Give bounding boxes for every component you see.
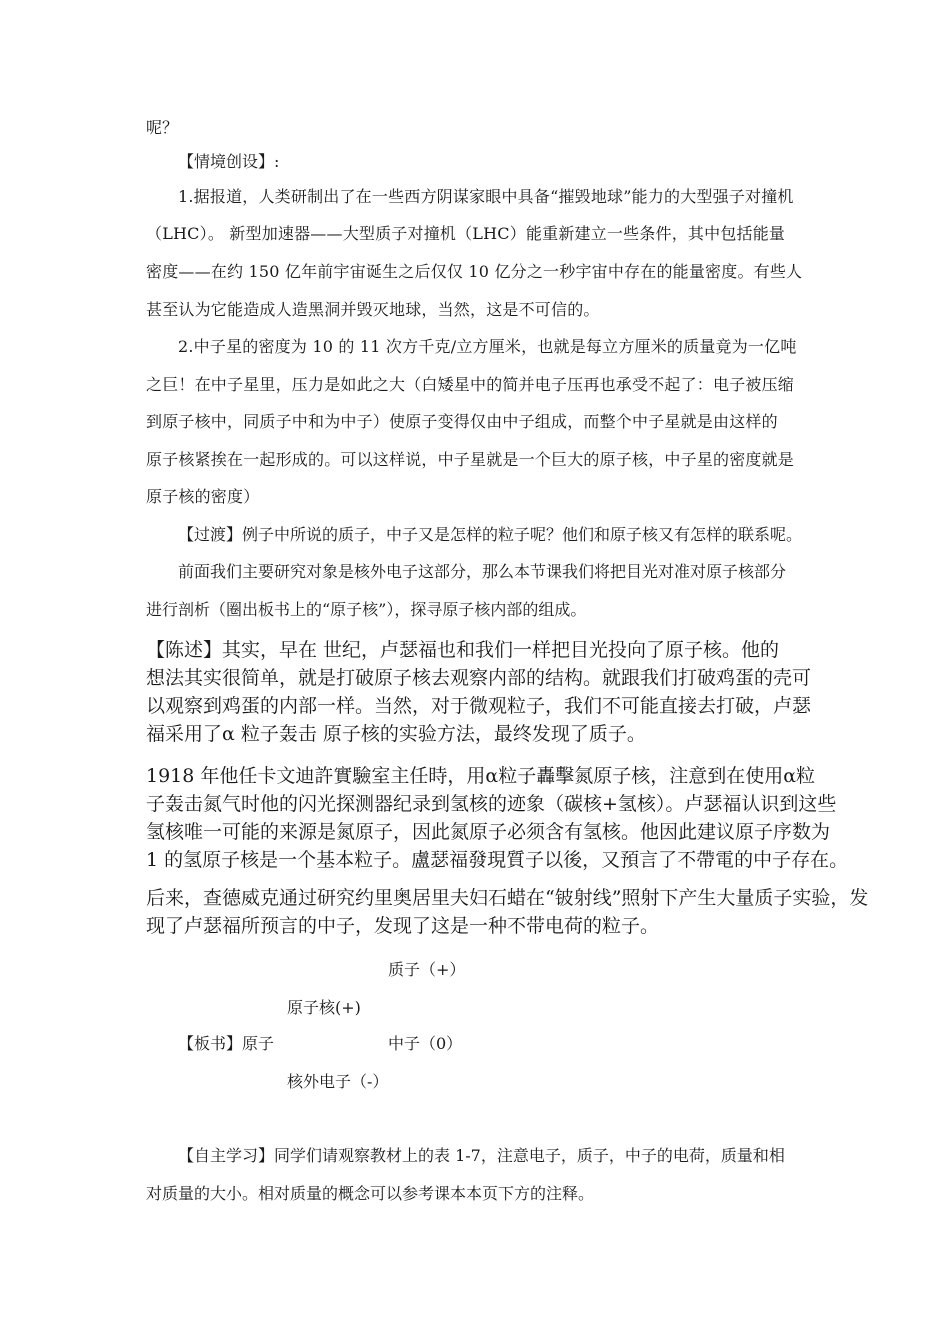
text-line: 对质量的大小。相对质量的概念可以参考课本本页下方的注释。 (146, 1184, 595, 1203)
text-line: 原子核的密度） (146, 487, 260, 506)
section-heading: 【情境创设】: (178, 152, 280, 171)
text-line: 后来，查德威克通过研究约里奥居里夫妇石蜡在“铍射线”照射下产生大量质子实验，发 (146, 887, 869, 909)
text-line: 前面我们主要研究对象是核外电子这部分，那么本节课我们将把目光对准对原子核部分 (178, 562, 787, 581)
board-electron: 核外电子（-） (287, 1072, 389, 1091)
text-line: 1918 年他任卡文迪許實驗室主任時，用α粒子轟擊氮原子核，注意到在使用α粒 (146, 765, 816, 787)
text-line: 进行剖析（圈出板书上的“原子核”），探寻原子核内部的组成。 (146, 600, 587, 619)
text-line: 【过渡】例子中所说的质子，中子又是怎样的粒子呢？他们和原子核又有怎样的联系呢。 (178, 525, 803, 544)
text-line: 现了卢瑟福所预言的中子，发现了这是一种不带电荷的粒子。 (146, 915, 660, 937)
text-line: 呢？ (146, 118, 179, 137)
text-line: 甚至认为它能造成人造黑洞并毁灭地球，当然，这是不可信的。 (146, 300, 600, 319)
text-line: 之巨！在中子星里，压力是如此之大（白矮星中的简并电子压再也承受不起了：电子被压缩 (146, 375, 795, 394)
text-line: 密度——在约 150 亿年前宇宙诞生之后仅仅 10 亿分之一秒宇宙中存在的能量密度。有些人 (146, 262, 803, 281)
text-line: 2.中子星的密度为 10 的 11 次方千克/立方厘米，也就是每立方厘米的质量竟为一亿吨 (178, 337, 797, 356)
board-proton: 质子（+） (388, 960, 466, 979)
text-line: 福采用了α 粒子轰击 原子核的实验方法，最终发现了质子。 (146, 723, 646, 745)
text-line: 氢核唯一可能的来源是氮原子，因此氮原子必须含有氢核。他因此建议原子序数为 (146, 821, 831, 843)
text-line: （LHC）。 新型加速器——大型质子对撞机（LHC）能重新建立一些条件，其中包括能量 (146, 224, 786, 243)
text-line: 原子核紧挨在一起形成的。可以这样说，中子星就是一个巨大的原子核，中子星的密度就是 (146, 450, 795, 469)
board-nucleus: 原子核(+) (287, 998, 361, 1017)
text-line: 以观察到鸡蛋的内部一样。当然，对于微观粒子，我们不可能直接去打破，卢瑟 (146, 695, 812, 717)
text-line: 想法其实很简单，就是打破原子核去观察内部的结构。就跟我们打破鸡蛋的壳可 (146, 667, 812, 689)
text-line: 【陈述】其实，早在 世纪，卢瑟福也和我们一样把目光投向了原子核。他的 (146, 639, 780, 661)
board-neutron: 中子（0） (388, 1034, 463, 1053)
text-line: 【自主学习】同学们请观察教材上的表 1-7，注意电子，质子，中子的电荷，质量和相 (178, 1146, 785, 1165)
board-label: 【板书】原子 (178, 1034, 275, 1053)
text-line: 1 的氢原子核是一个基本粒子。盧瑟福發現質子以後，又預言了不帶電的中子存在。 (146, 849, 849, 871)
text-line: 到原子核中，同质子中和为中子）使原子变得仅由中子组成，而整个中子星就是由这样的 (146, 412, 778, 431)
text-line: 1.据报道，人类研制出了在一些西方阴谋家眼中具备“摧毁地球”能力的大型强子对撞机 (178, 187, 794, 206)
text-line: 子轰击氮气时他的闪光探测器纪录到氢核的迹象（碳核+氢核）。卢瑟福认识到这些 (146, 793, 837, 815)
